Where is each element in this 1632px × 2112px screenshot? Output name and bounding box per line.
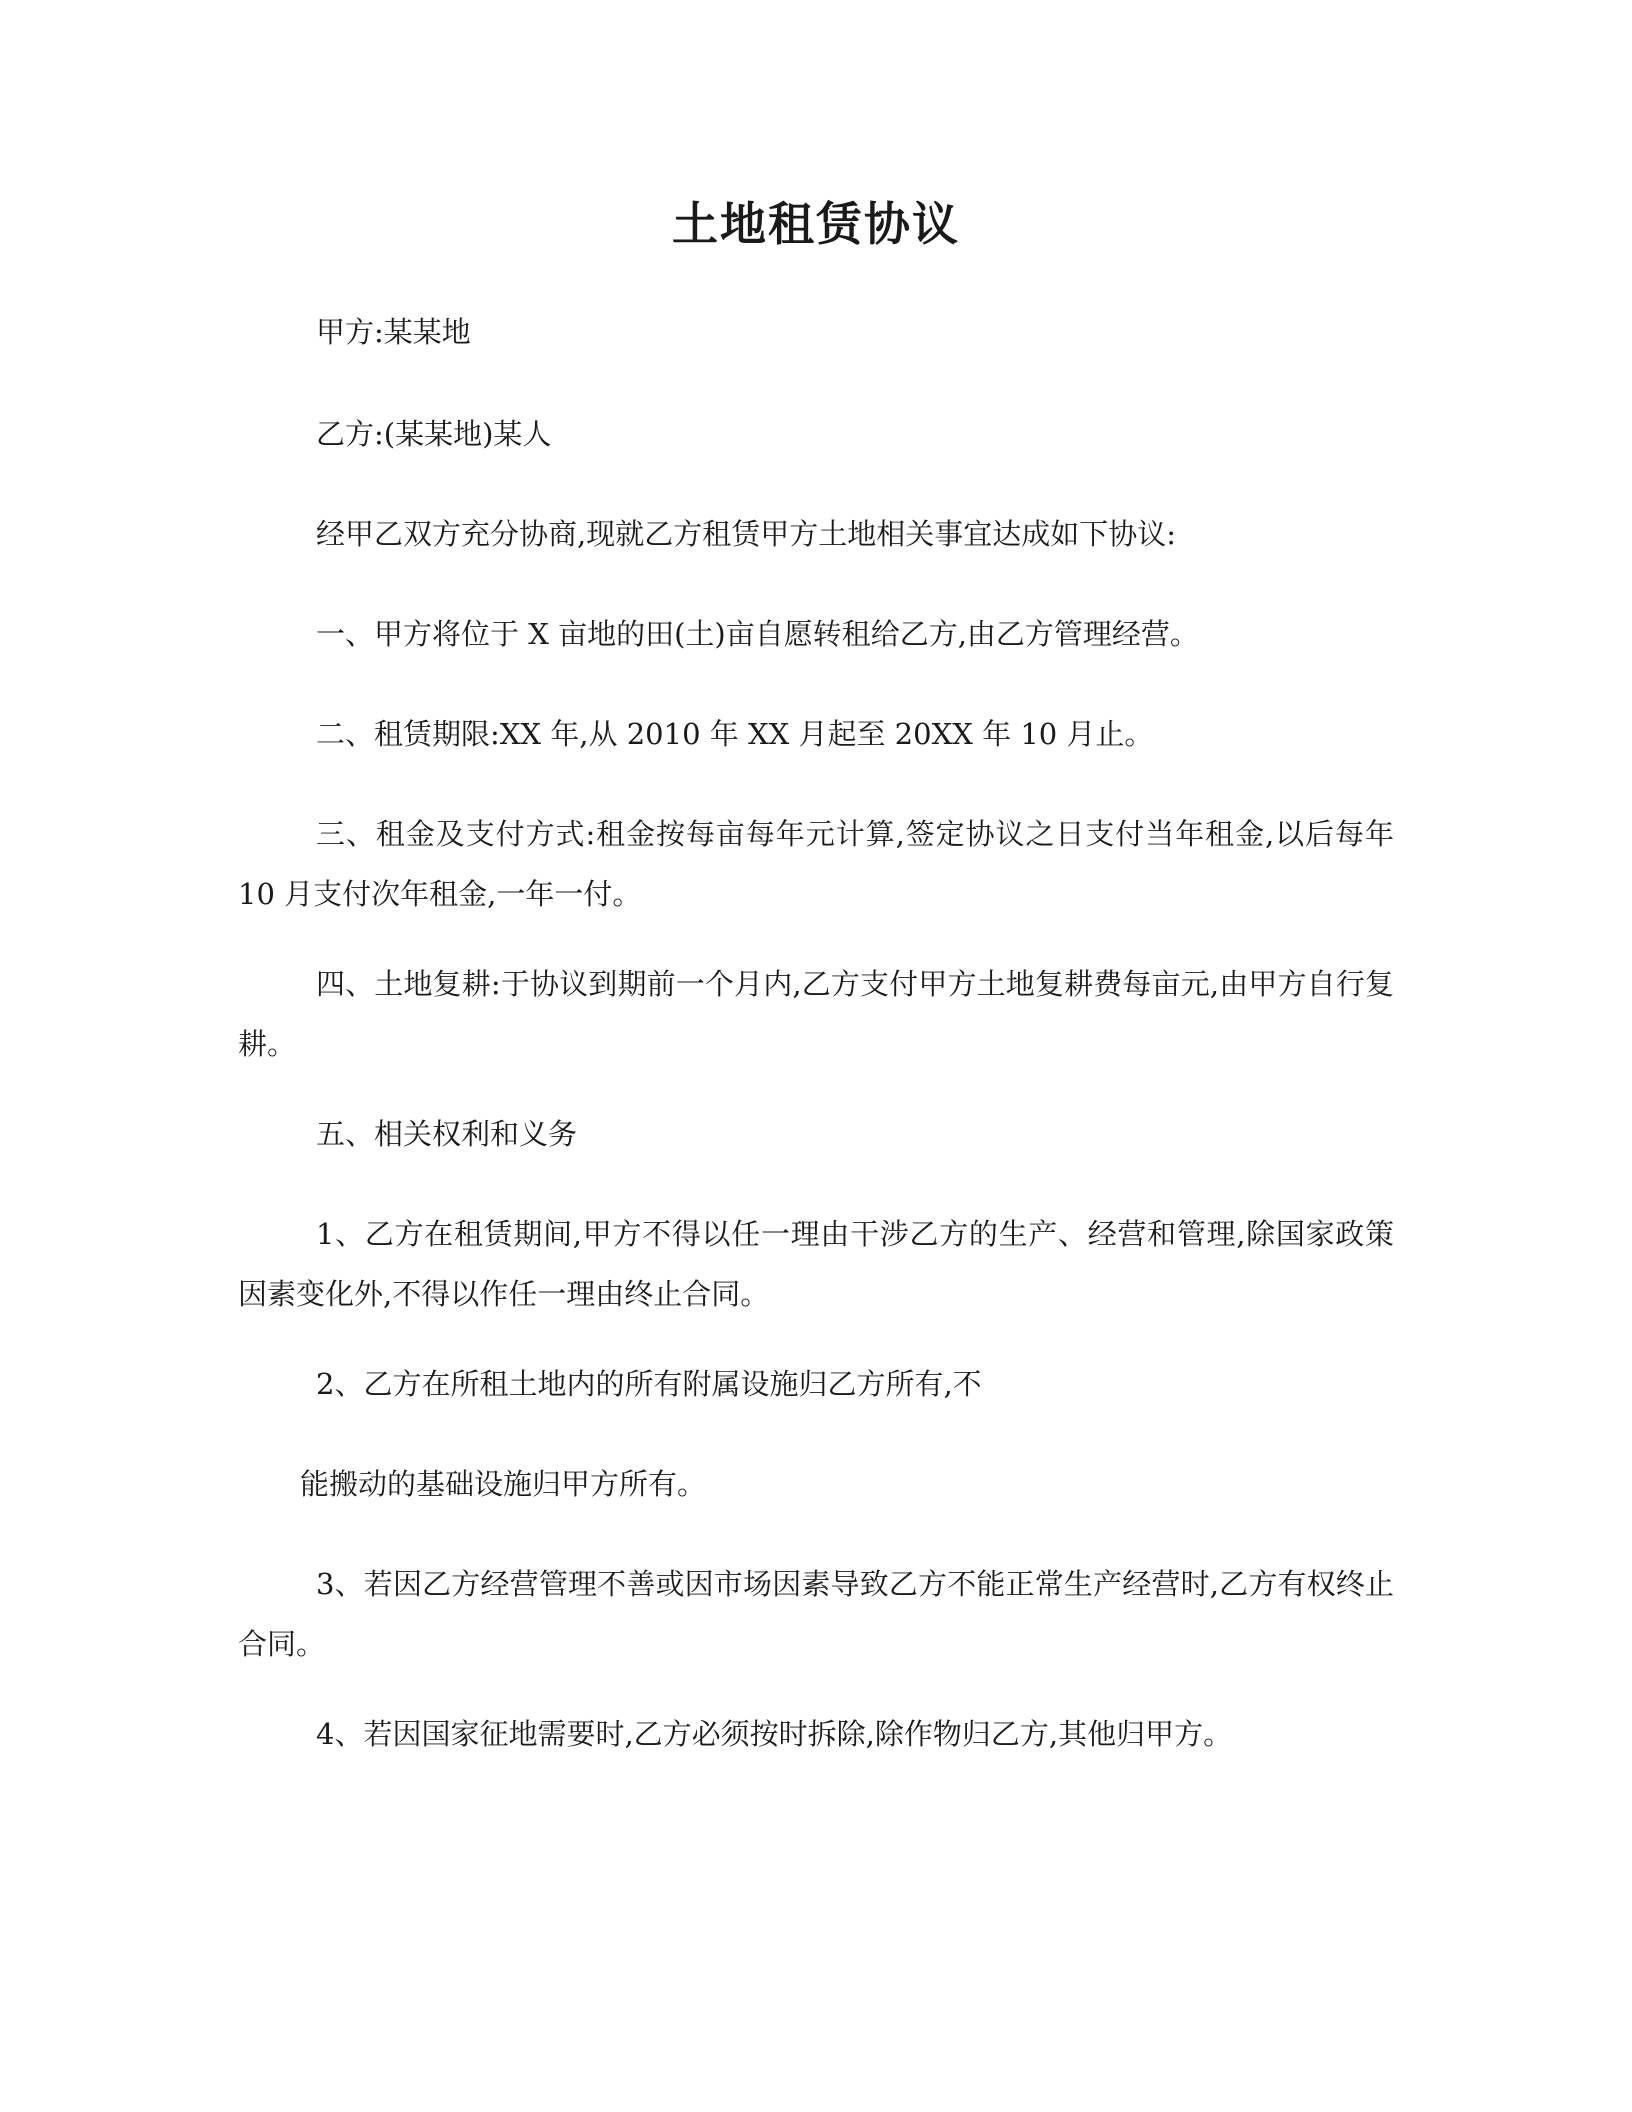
sub-clause-2-paragraph: 2、乙方在所租土地内的所有附属设施归乙方所有,不 xyxy=(316,1367,982,1401)
preamble-paragraph: 经甲乙双方充分协商,现就乙方租赁甲方土地相关事宜达成如下协议: xyxy=(316,517,1176,551)
clause-2-paragraph: 二、租赁期限:XX 年,从 2010 年 XX 月起至 20XX 年 10 月止。 xyxy=(316,717,1154,751)
sub-clause-4-paragraph: 4、若因国家征地需要时,乙方必须按时拆除,除作物归乙方,其他归甲方。 xyxy=(316,1717,1233,1751)
sub-clause-1-paragraph: 1、乙方在租赁期间,甲方不得以任一理由干涉乙方的生产、经营和管理,除国家政策因素变化外,不得以作任一理由终止合同。 xyxy=(238,1217,1394,1311)
clause-4-paragraph: 四、土地复耕:于协议到期前一个月内,乙方支付甲方土地复耕费每亩元,由甲方自行复耕。 xyxy=(238,967,1394,1061)
party-a-line: 甲方:某某地 xyxy=(316,315,471,349)
sub-clause-2-continuation: 能搬动的基础设施归甲方所有。 xyxy=(300,1467,707,1501)
clause-3-paragraph: 三、租金及支付方式:租金按每亩每年元计算,签定协议之日支付当年租金,以后每年 10 月支付次年租金,一年一付。 xyxy=(238,817,1394,911)
party-b-line: 乙方:(某某地)某人 xyxy=(316,417,552,451)
clause-1-paragraph: 一、甲方将位于 X 亩地的田(土)亩自愿转租给乙方,由乙方管理经营。 xyxy=(316,617,1199,651)
sub-clause-3-paragraph: 3、若因乙方经营管理不善或因市场因素导致乙方不能正常生产经营时,乙方有权终止合同。 xyxy=(238,1567,1394,1661)
document-title: 土地租赁协议 xyxy=(672,197,960,251)
clause-5-heading: 五、相关权利和义务 xyxy=(316,1117,578,1151)
